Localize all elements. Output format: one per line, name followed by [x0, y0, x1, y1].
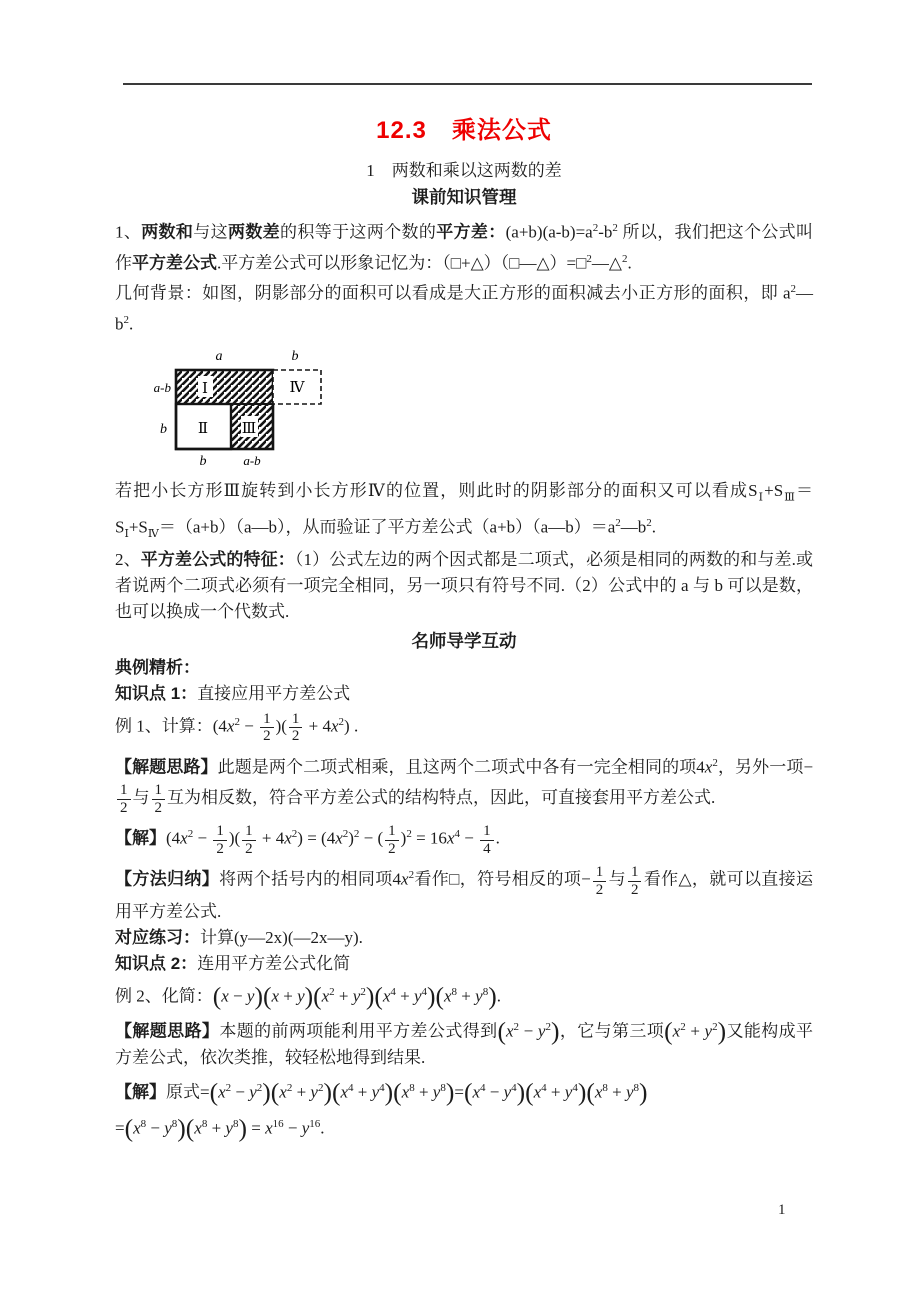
- para-solution-idea-1: 【解题思路】此题是两个二项式相乘，且这两个二项式中各有一完全相同的项$4x^2$，另外一项− $\frac{1}{2}$ 与 $\frac{1}{2}$ 互为相反数，符合平方差公式的结构特点，因此，可直接套用平方差公式.: [115, 757, 814, 816]
- para-example-1: 例 1、计算：($4x^2$ − $\frac{1}{2}$ )( $\frac{1}{2}$ + $4x^2$) .: [115, 710, 359, 745]
- para-knowledge-point-2: 知识点 2：连用平方差公式化简: [115, 954, 351, 974]
- diagram-label-b-left: b: [160, 421, 167, 437]
- page-number: 1: [778, 1202, 786, 1218]
- diagram-region-II-label: Ⅱ: [197, 420, 209, 437]
- para-solution-idea-2: 【解题思路】本题的前两项能利用平方差公式得到$(x^2 - y^2)$，它与第三项$(x^2 + y^2)$又能构成平方差公式，依次类推，较轻松地得到结果.: [115, 1016, 814, 1067]
- diagram-region-III-label: Ⅲ: [241, 420, 257, 437]
- para-definition: 1、两数和与这两数差的积等于这两个数的平方差：$(a+b)(a-b)=a^2-b^2$ 所以，我们把这个公式叫作平方差公式.平方差公式可以形象记忆为：（□+△）（□—△）=□$^2$—△$^2$.: [115, 222, 814, 273]
- region-I-hatched: [176, 370, 273, 404]
- para-rotation-proof: 若把小长方形Ⅲ旋转到小长方形Ⅳ的位置，则此时的阴影部分的面积又可以看成$S_Ⅰ+S_Ⅲ=S_Ⅰ+S_Ⅳ=(a+b)(a—b)$，从而验证了平方差公式$(a+b)(a—b)=a^2—b^2$.: [115, 480, 813, 541]
- para-geometry-background: 几何背景：如图，阴影部分的面积可以看成是大正方形的面积减去小正方形的面积，即 $a^2—b^2$.: [115, 283, 813, 334]
- para-formula-features: 2、平方差公式的特征：（1）公式左边的两个因式都是二项式，必须是相同的两数的和与差.或者说两个二项式必须有一项完全相同，另一项只有符号不同.（2）公式中的 a 与 b 可以是数，也可以换成一个代数式.: [115, 550, 813, 622]
- diagram-region-IV-label: Ⅳ: [289, 379, 305, 396]
- diagram-region-I-label: Ⅰ: [202, 380, 208, 397]
- para-knowledge-point-1: 知识点 1：直接应用平方差公式: [115, 684, 351, 704]
- square-area-diagram: [133, 343, 343, 469]
- page-title: 12.3 乘法公式: [376, 117, 552, 144]
- header-rule: [123, 83, 812, 85]
- document-content: [115, 0, 813, 1142]
- page-subtitle: 1 两数和乘以这两数的差: [366, 161, 562, 180]
- para-solution-2-line2: $=(x^8 - y^8)(x^8 + y^8) = x^{16} - y^{16}$.: [115, 1114, 325, 1144]
- para-example-2: 例 2、化简：$(x - y)(x + y)(x^2 + y^2)(x^4 + y^4)(x^8 + y^8)$.: [115, 982, 501, 1012]
- para-practice: 对应练习：计算(y—2x)(—2x—y).: [115, 928, 363, 948]
- section-heading-tutor: 名师导学互动: [411, 631, 517, 652]
- diagram-label-ab-left: a-b: [153, 379, 171, 395]
- section-heading-pre-class: 课前知识管理: [411, 187, 517, 207]
- para-method-summary: 【方法归纳】将两个括号内的相同项$4x^2$看作□，符号相反的项− $\frac{1}{2}$ 与 $\frac{1}{2}$ 看作△，就可以直接运用平方差公式.: [115, 863, 814, 922]
- diagram-label-b-bottom: b: [199, 453, 207, 469]
- para-solution-2-line1: 【解】原式$=(x^2 - y^2)(x^2 + y^2)(x^4 + y^4)(x^8 + y^8)=(x^4 - y^4)(x^4 + y^4)(x^8 + y^8)$: [115, 1077, 648, 1107]
- para-example-analysis-label: 典例精析：: [115, 658, 200, 678]
- geometry-diagram: [133, 343, 813, 474]
- diagram-label-ab-bottom: a-b: [243, 452, 261, 468]
- para-solution-1: 【解】($4x^2$ − $\frac{1}{2}$ )( $\frac{1}{2}$ + $4x^2) = (4x^2)^2$ − ( $\frac{1}{2}$ )$^2 = 16x^4$ − $\frac{1}{4}$ .: [115, 822, 500, 857]
- diagram-label-b-top: b: [291, 348, 299, 364]
- diagram-label-a-top: a: [215, 348, 223, 364]
